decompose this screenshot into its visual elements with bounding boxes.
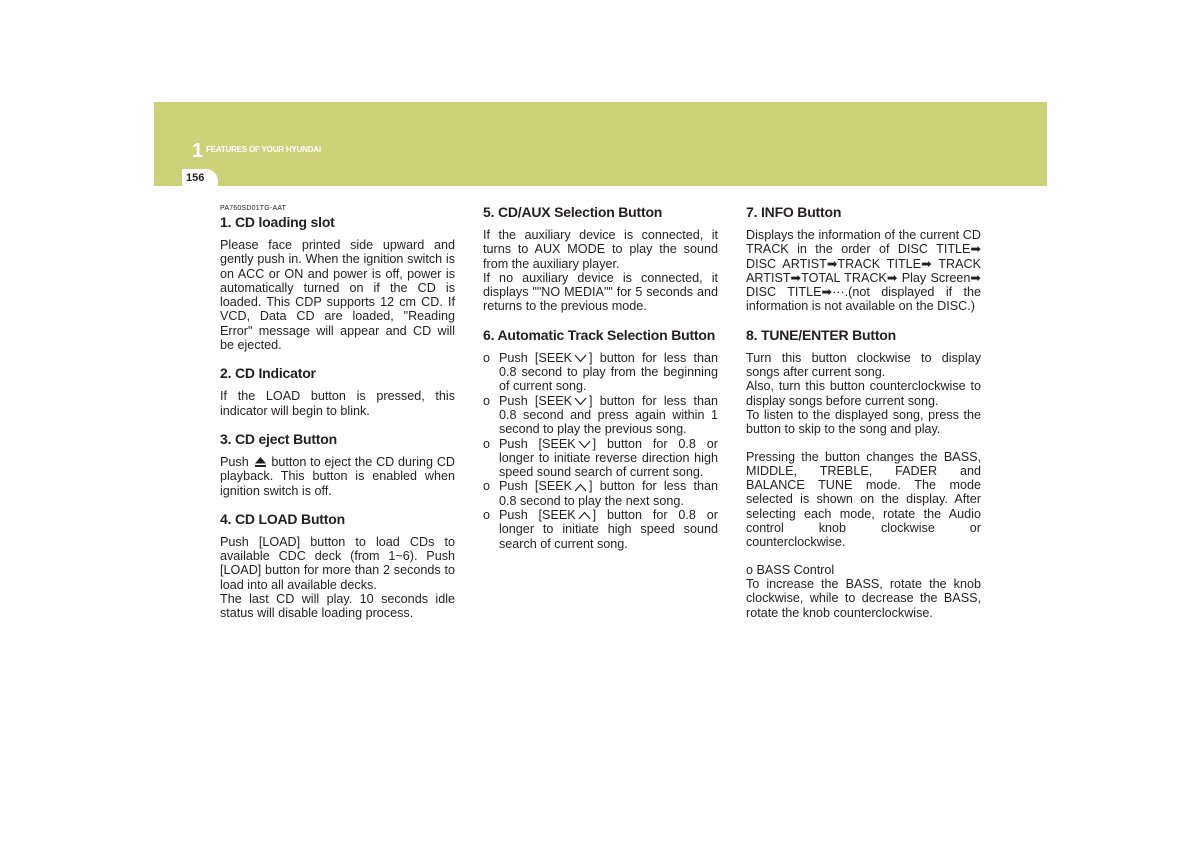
chevron-up-icon: [574, 483, 587, 492]
section-body-info: Displays the information of the current CD TRACK in the order of DISC TITLE➡ DISC ARTIST➡TRACK TITLE➡ TRACK ARTIST➡TOTAL TRACK➡ Play Screen➡ DISC TITLE➡···.(not displayed if the information is not available on the DISC.): [746, 228, 981, 314]
bass-control-heading: o BASS Control: [746, 562, 835, 577]
seek-list: [483, 351, 718, 551]
column-3: [746, 200, 981, 633]
section-code: PA760SD01TG-AAT: [220, 205, 287, 212]
section-body-cd-indicator: If the LOAD button is pressed, this indicator will begin to blink.: [220, 389, 455, 418]
section-body-cd-load-2: The last CD will play. 10 seconds idle status will disable loading process.: [220, 592, 455, 621]
chapter-number: 1: [192, 140, 204, 162]
chevron-up-icon: [578, 511, 591, 520]
list-item: o Push [SEEK ] button for 0.8 or longer to initiate high speed sound search of current song.: [483, 508, 718, 551]
list-item: o Push [SEEK ] button for less than 0.8 second to play from the beginning of current song.: [483, 350, 718, 394]
section-body-cd-aux-2: If no auxiliary device is connected, it displays ""NO MEDIA"" for 5 seconds and returns to the previous mode.: [483, 270, 718, 314]
page-number: 156: [186, 172, 205, 184]
bass-control-body: To increase the BASS, rotate the knob clockwise, while to decrease the BASS, rotate the knob counterclockwise.: [746, 576, 981, 620]
section-body-cd-aux-1: If the auxiliary device is connected, it turns to AUX MODE to play the sound from the auxiliary player.: [483, 228, 718, 271]
section-body-cd-eject: Push button to eject the CD during CD playback. This button is enabled when ignition switch is off.: [220, 454, 456, 498]
column-2: [483, 200, 718, 551]
chevron-down-icon: [574, 397, 587, 406]
section-body-tune-2: Also, turn this button counterclockwise to display songs before current song.: [746, 379, 981, 408]
section-body-tune-3: To listen to the displayed song, press the button to skip to the song and play.: [746, 407, 981, 437]
section-title-info: 7. INFO Button: [746, 204, 842, 220]
section-title-cd-eject: 3. CD eject Button: [220, 430, 337, 447]
chevron-down-icon: [578, 440, 591, 449]
section-body-cd-load-1: Push [LOAD] button to load CDs to available CDC deck (from 1~6). Push [LOAD] button for more than 2 seconds to load into all available decks.: [220, 534, 455, 592]
list-item: o Push [SEEK ] button for less than 0.8 second and press again within 1 second to play the previous song.: [483, 393, 718, 437]
column-1: [220, 200, 455, 634]
section-title-track-selection: 6. Automatic Track Selection Button: [483, 326, 716, 343]
list-item: o Push [SEEK ] button for 0.8 or longer to initiate reverse direction high speed sound search of current song.: [483, 436, 718, 480]
section-title-cd-aux: 5. CD/AUX Selection Button: [483, 204, 663, 220]
section-title-cd-indicator: 2. CD Indicator: [220, 365, 316, 382]
chapter-title: FEATURES OF YOUR HYUNDAI: [206, 145, 321, 154]
eject-icon: [255, 457, 266, 467]
header-band: [154, 102, 1047, 186]
section-body-cd-loading-slot: Please face printed side upward and gently push in. When the ignition switch is on ACC or ON and power is off, power is automatically turned on if the CD is loaded. This CDP supports 12 cm CD. If VCD, Data CD are loaded, "Reading Error" message will appear and CD will be ejected.: [220, 238, 455, 353]
section-title-tune-enter: 8. TUNE/ENTER Button: [746, 326, 896, 343]
section-body-tune-4: Pressing the button changes the BASS, MIDDLE, TREBLE, FADER and BALANCE TUNE mode. The mode selected is shown on the display. After selecting each mode, rotate the Audio control knob clockwise or counterclockwise.: [746, 449, 981, 550]
section-title-cd-load: 4. CD LOAD Button: [220, 510, 345, 527]
section-body-tune-1: Turn this button clockwise to display songs after current song.: [746, 350, 981, 380]
chevron-down-icon: [574, 354, 587, 363]
list-item: o Push [SEEK ] button for less than 0.8 second to play the next song.: [483, 479, 718, 508]
section-title-cd-loading-slot: 1. CD loading slot: [220, 214, 335, 230]
